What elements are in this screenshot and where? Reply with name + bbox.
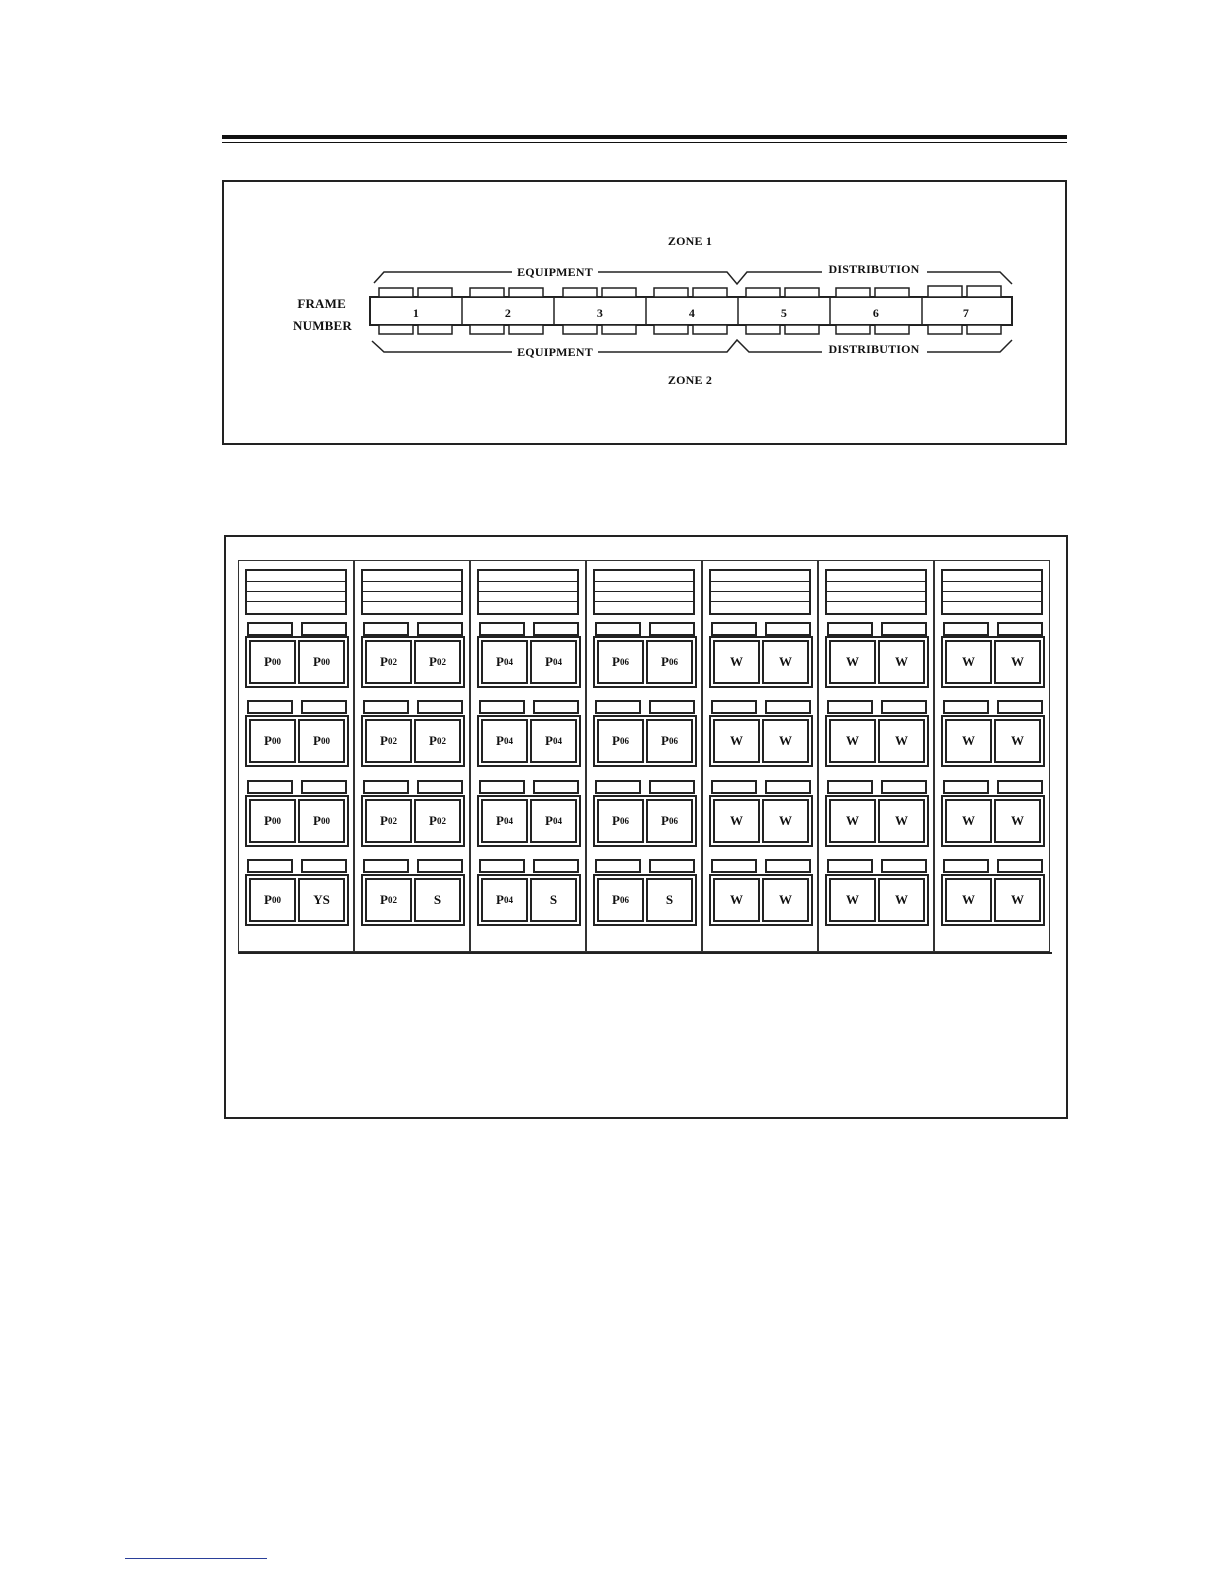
card-subscript: 04: [503, 895, 513, 905]
card-subscript: 02: [436, 657, 446, 667]
card-label: W: [1011, 654, 1024, 669]
shelf-module: [709, 715, 813, 767]
card-label: W: [730, 733, 743, 748]
cabinet-slot: [765, 780, 811, 794]
cabinet-slot: [247, 780, 293, 794]
shelf-card: [646, 799, 693, 843]
shelf-card: [713, 799, 760, 843]
cabinet-slot: [595, 700, 641, 714]
cabinet-slot: [417, 700, 463, 714]
shelf-card: [249, 878, 296, 922]
cabinet-slot: [711, 700, 757, 714]
shelf-module: [593, 795, 697, 847]
shelf-card: [298, 799, 345, 843]
card-label: P: [545, 813, 553, 828]
shelf-card: [713, 640, 760, 684]
card-label: P: [661, 813, 669, 828]
card-label: P: [313, 813, 321, 828]
shelf-card: [945, 878, 992, 922]
shelf-card: [365, 799, 412, 843]
cabinet-slot: [417, 859, 463, 873]
shelf-module: [825, 874, 929, 926]
frame-cabinet: [354, 560, 470, 952]
shelf-module: [477, 636, 581, 688]
shelf-module: [477, 874, 581, 926]
shelf-card: [597, 719, 644, 763]
shelf-card: [829, 719, 876, 763]
shelf-card: [994, 640, 1041, 684]
card-label: W: [730, 813, 743, 828]
card-subscript: 02: [436, 816, 446, 826]
cabinet-slot: [595, 780, 641, 794]
cabinet-slot: [943, 780, 989, 794]
cabinet-vent: [477, 569, 579, 615]
equipment-label-bottom: EQUIPMENT: [513, 345, 597, 360]
cabinet-slot: [479, 780, 525, 794]
cabinet-slot: [533, 780, 579, 794]
shelf-card: [414, 719, 461, 763]
shelf-module: [245, 715, 349, 767]
shelf-card: [878, 799, 925, 843]
cabinet-vent: [593, 569, 695, 615]
shelf-module: [825, 636, 929, 688]
card-subscript: 04: [503, 657, 513, 667]
shelf-card: [829, 878, 876, 922]
card-label: P: [429, 813, 437, 828]
card-label: P: [496, 892, 504, 907]
card-label: P: [380, 733, 388, 748]
frame-number: 6: [872, 306, 880, 320]
shelf-card: [414, 640, 461, 684]
cabinet-slot: [533, 859, 579, 873]
card-label: P: [264, 733, 272, 748]
cabinet-vent: [361, 569, 463, 615]
shelf-card: [530, 878, 577, 922]
cabinet-slot: [997, 859, 1043, 873]
card-label: W: [962, 892, 975, 907]
card-label: W: [895, 892, 908, 907]
card-label: P: [264, 654, 272, 669]
shelf-card: [994, 719, 1041, 763]
shelf-module: [593, 715, 697, 767]
card-label: P: [496, 654, 504, 669]
distribution-label-bottom: DISTRIBUTION: [824, 342, 923, 357]
cabinet-slot: [765, 700, 811, 714]
shelf-card: [298, 719, 345, 763]
card-subscript: 04: [552, 657, 562, 667]
cabinet-slot: [765, 622, 811, 636]
cabinet-slot: [711, 780, 757, 794]
card-subscript: 06: [619, 895, 629, 905]
shelf-card: [762, 799, 809, 843]
cabinet-slot: [479, 622, 525, 636]
cabinet-slot: [363, 622, 409, 636]
shelf-card: [878, 719, 925, 763]
frame-number: 1: [412, 306, 420, 320]
distribution-label-top: DISTRIBUTION: [824, 262, 923, 277]
card-label: P: [661, 654, 669, 669]
card-label: P: [612, 654, 620, 669]
frame-cabinet: [702, 560, 818, 952]
card-subscript: 02: [436, 736, 446, 746]
shelf-card: [365, 640, 412, 684]
frame-number: 4: [688, 306, 696, 320]
card-label: W: [779, 892, 792, 907]
cabinet-slot: [711, 622, 757, 636]
zone2-label: ZONE 2: [667, 373, 713, 387]
cabinet-slot: [827, 859, 873, 873]
cabinet-slot: [301, 780, 347, 794]
shelf-card: [481, 719, 528, 763]
card-label: P: [264, 813, 272, 828]
card-subscript: 06: [619, 657, 629, 667]
shelf-card: [762, 719, 809, 763]
cabinet-slot: [533, 700, 579, 714]
zone-diagram: [222, 180, 1067, 445]
cabinet-slot: [943, 859, 989, 873]
shelf-module: [361, 715, 465, 767]
cabinet-slot: [417, 780, 463, 794]
card-label: W: [846, 733, 859, 748]
shelf-card: [878, 878, 925, 922]
shelf-card: [713, 878, 760, 922]
shelf-card: [762, 640, 809, 684]
card-label: W: [895, 813, 908, 828]
card-label: W: [1011, 733, 1024, 748]
frame-number: 2: [504, 306, 512, 320]
card-label: YS: [313, 892, 330, 907]
shelf-module: [477, 715, 581, 767]
card-label: W: [730, 654, 743, 669]
card-label: W: [1011, 892, 1024, 907]
number-label: NUMBER: [293, 318, 352, 333]
shelf-card: [829, 799, 876, 843]
cabinet-slot: [363, 780, 409, 794]
card-subscript: 02: [387, 657, 397, 667]
header-rule: [222, 135, 1067, 139]
card-label: P: [612, 892, 620, 907]
shelf-module: [709, 636, 813, 688]
frame-label: FRAME: [297, 296, 346, 311]
cabinet-slot: [997, 700, 1043, 714]
cabinet-vent: [245, 569, 347, 615]
cabinet-slot: [881, 859, 927, 873]
cabinet-slot: [595, 622, 641, 636]
shelf-module: [593, 874, 697, 926]
cabinet-slot: [649, 780, 695, 794]
card-label: W: [779, 733, 792, 748]
card-label: P: [313, 733, 321, 748]
shelf-card: [530, 719, 577, 763]
shelf-card: [945, 719, 992, 763]
cabinet-slot: [711, 859, 757, 873]
shelf-module: [245, 874, 349, 926]
frame-number: 7: [962, 306, 970, 320]
card-label: P: [264, 892, 272, 907]
cabinet-slot: [247, 622, 293, 636]
card-label: W: [962, 654, 975, 669]
card-label: W: [846, 654, 859, 669]
cabinet-slot: [649, 622, 695, 636]
shelf-card: [597, 640, 644, 684]
shelf-card: [298, 640, 345, 684]
shelf-card: [481, 640, 528, 684]
shelf-card: [249, 799, 296, 843]
cabinet-slot: [479, 859, 525, 873]
shelf-card: [365, 878, 412, 922]
shelf-card: [994, 878, 1041, 922]
frame-cabinet: [238, 560, 354, 952]
card-label: P: [545, 654, 553, 669]
card-label: W: [846, 813, 859, 828]
shelf-card: [597, 799, 644, 843]
card-label: P: [612, 813, 620, 828]
shelf-card: [878, 640, 925, 684]
zone1-label: ZONE 1: [667, 234, 713, 248]
frame-cabinet: [586, 560, 702, 952]
frame-number: 5: [780, 306, 788, 320]
card-subscript: 00: [320, 816, 330, 826]
shelf-card: [298, 878, 345, 922]
card-label: P: [545, 733, 553, 748]
cabinet-slot: [997, 780, 1043, 794]
cabinet-slot: [301, 859, 347, 873]
cabinet-slot: [827, 700, 873, 714]
card-label: W: [846, 892, 859, 907]
shelf-card: [530, 799, 577, 843]
card-label: P: [313, 654, 321, 669]
shelf-card: [762, 878, 809, 922]
cabinet-slot: [595, 859, 641, 873]
shelf-card: [530, 640, 577, 684]
equipment-label-top: EQUIPMENT: [513, 265, 597, 280]
upper-cabinets: [379, 286, 1001, 297]
shelf-card: [414, 878, 461, 922]
card-subscript: 00: [271, 657, 281, 667]
card-subscript: 00: [271, 816, 281, 826]
shelf-card: [249, 640, 296, 684]
card-label: P: [429, 654, 437, 669]
card-subscript: 02: [387, 895, 397, 905]
shelf-card: [481, 799, 528, 843]
card-label: W: [895, 654, 908, 669]
cabinet-base-line: [238, 952, 1052, 954]
card-subscript: 02: [387, 816, 397, 826]
shelf-card: [829, 640, 876, 684]
card-label: W: [895, 733, 908, 748]
card-subscript: 06: [668, 816, 678, 826]
cabinet-slot: [881, 700, 927, 714]
card-label: W: [962, 813, 975, 828]
card-subscript: 04: [552, 736, 562, 746]
shelf-module: [941, 715, 1045, 767]
cabinet-slot: [881, 780, 927, 794]
cabinet-slot: [247, 700, 293, 714]
card-subscript: 02: [387, 736, 397, 746]
card-label: P: [429, 733, 437, 748]
shelf-module: [709, 795, 813, 847]
shelf-module: [245, 795, 349, 847]
shelf-module: [825, 715, 929, 767]
shelf-module: [709, 874, 813, 926]
cabinet-slot: [247, 859, 293, 873]
shelf-card: [646, 640, 693, 684]
card-label: W: [962, 733, 975, 748]
shelf-card: [945, 640, 992, 684]
cabinet-slot: [363, 700, 409, 714]
shelf-module: [941, 795, 1045, 847]
shelf-card: [414, 799, 461, 843]
cabinet-slot: [649, 700, 695, 714]
card-label: W: [1011, 813, 1024, 828]
shelf-module: [361, 795, 465, 847]
shelf-module: [593, 636, 697, 688]
frame-cabinet: [470, 560, 586, 952]
shelf-card: [945, 799, 992, 843]
card-label: S: [549, 892, 558, 907]
cabinet-slot: [649, 859, 695, 873]
card-subscript: 06: [668, 657, 678, 667]
frame-cabinet: [818, 560, 934, 952]
shelf-card: [481, 878, 528, 922]
card-subscript: 04: [503, 736, 513, 746]
shelf-card: [365, 719, 412, 763]
card-subscript: 06: [619, 816, 629, 826]
cabinet-slot: [943, 700, 989, 714]
shelf-card: [646, 719, 693, 763]
lower-cabinets: [379, 325, 1001, 334]
cabinet-slot: [881, 622, 927, 636]
card-subscript: 06: [619, 736, 629, 746]
shelf-card: [646, 878, 693, 922]
shelf-card: [249, 719, 296, 763]
card-subscript: 04: [552, 816, 562, 826]
shelf-module: [477, 795, 581, 847]
card-subscript: 00: [271, 736, 281, 746]
card-subscript: 04: [503, 816, 513, 826]
card-label: S: [665, 892, 674, 907]
card-label: P: [496, 813, 504, 828]
cabinet-slot: [301, 700, 347, 714]
cabinet-slot: [363, 859, 409, 873]
cabinet-slot: [827, 622, 873, 636]
cabinet-slot: [827, 780, 873, 794]
cabinet-slot: [765, 859, 811, 873]
frame-cabinet: [934, 560, 1050, 952]
cabinet-slot: [943, 622, 989, 636]
card-label: P: [661, 733, 669, 748]
shelf-module: [361, 874, 465, 926]
card-label: P: [380, 654, 388, 669]
shelf-module: [941, 874, 1045, 926]
card-subscript: 06: [668, 736, 678, 746]
shelf-card: [597, 878, 644, 922]
card-label: W: [779, 654, 792, 669]
cabinet-slot: [417, 622, 463, 636]
footnote-rule: [125, 1558, 267, 1559]
cabinet-slot: [533, 622, 579, 636]
card-subscript: 00: [320, 736, 330, 746]
card-label: S: [433, 892, 442, 907]
shelf-module: [825, 795, 929, 847]
card-subscript: 00: [320, 657, 330, 667]
shelf-module: [245, 636, 349, 688]
shelf-card: [713, 719, 760, 763]
card-label: P: [496, 733, 504, 748]
frame-number: 3: [596, 306, 604, 320]
cabinet-slot: [997, 622, 1043, 636]
cabinet-vent: [825, 569, 927, 615]
header-rule-thin: [222, 142, 1067, 143]
shelf-card: [994, 799, 1041, 843]
card-label: W: [779, 813, 792, 828]
shelf-module: [941, 636, 1045, 688]
card-subscript: 00: [271, 895, 281, 905]
card-label: P: [380, 813, 388, 828]
card-label: W: [730, 892, 743, 907]
cabinet-slot: [479, 700, 525, 714]
cabinet-vent: [941, 569, 1043, 615]
card-label: P: [380, 892, 388, 907]
card-label: P: [612, 733, 620, 748]
shelf-module: [361, 636, 465, 688]
cabinet-vent: [709, 569, 811, 615]
cabinet-slot: [301, 622, 347, 636]
